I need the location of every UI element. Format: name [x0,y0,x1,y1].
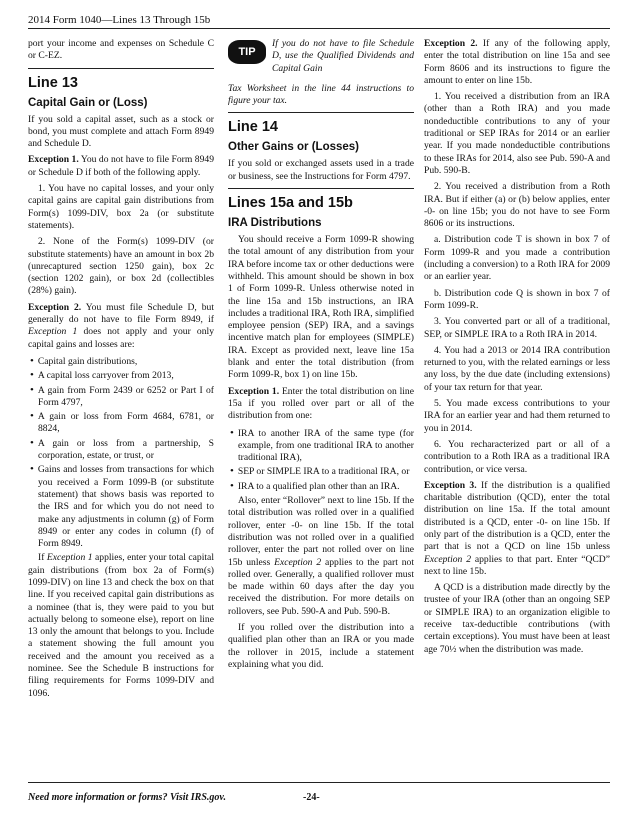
list-item: 5. You made excess contributions to your IRA for an earlier year and had them returned to you in 2014. [424,398,610,434]
bullet-item: • Capital gain distributions, [28,355,214,368]
bullet-item: • IRA to another IRA of the same type (for example, from one traditional IRA to another traditional IRA), [228,427,414,465]
paragraph: If you sold a capital asset, such as a stock or bond, you must complete and attach Form 8949 and Schedule D. [28,113,214,150]
paragraph: If Exception 1 applies, enter your total capital gain distributions (from box 2a of Form(s) 1099-DIV) on line 13 and check the box on that line. If you received capital gain distributions as a nominee (that is, they were paid to you but actually belong to someone else), report on line 13 only the amount that belongs to you. Include a statement showing the full amount you received and the amount you received as a nominee. See the Schedule B instructions for filing requirements for Forms 1099-DIV and 1096. [28,552,214,699]
line-15-subtitle: IRA Distributions [228,217,322,230]
paragraph: Also, enter “Rollover” next to line 15b. If the total distribution was rolled over in a qualified rollover, enter -0- on line 15b. If the total distribution was not rolled over in a qualified rollover, enter the part not rolled over on line 15b unless Exception 2 applies to the part not rolled over. Generally, a qualified rollover must be made within 60 days after the day you received the distribution. For more details on rollovers, see Pub. 590-A and Pub. 590-B. [228,495,414,617]
list-item: 2. You received a distribution from a Roth IRA. But if either (a) or (b) below applies, enter -0- on line 15b; you do not have to see Form 8606 or its instructions. [424,181,610,230]
paragraph: If you sold or exchanged assets used in a trade or business, see the Instructions for Form 4797. [228,158,414,182]
bullet-item: • A gain from Form 2439 or 6252 or Part I of Form 4797, [28,384,214,410]
rollover-bullet-list [228,427,414,493]
exception-1-paragraph: Exception 1. Enter the total distribution on line 15a if you rolled over part or all of the distribution from one: [228,385,414,422]
exception-label: Exception 1. [228,385,280,397]
list-item: 6. You recharacterized part or all of a contribution to a Roth IRA as a traditional IRA contribution, or vice versa. [424,438,610,475]
section-rule [228,112,414,113]
line-13-subtitle: Capital Gain or (Loss) [28,96,148,109]
line-14-title: Line 14 [228,119,278,136]
paragraph: port your income and expenses on Schedule C or C-EZ. [28,38,214,62]
header-rule [28,28,610,29]
section-rule [228,188,414,189]
page-number: -24- [303,792,320,803]
list-item: b. Distribution code Q is shown in box 7 of Form 1099-R. [424,287,610,311]
running-head: 2014 Form 1040—Lines 13 Through 15b [28,14,211,26]
exception-label: Exception 1. [28,154,79,166]
tip-text: If you do not have to file Schedule D, use the Qualified Dividends and Capital Gain [272,38,414,74]
line-15-title: Lines 15a and 15b [228,195,353,212]
footer-link-text: Need more information or forms? Visit IRS.gov. [28,792,226,803]
bullet-item: • A gain or loss from a partnership, S corporation, estate, or trust, or [28,437,214,463]
paragraph: If you rolled over the distribution into a qualified plan other than an IRA or you made the rollover in 2015, include a statement explaining what you did. [228,621,414,670]
exception-label: Exception 3. [424,479,477,491]
line-13-title: Line 13 [28,74,78,91]
bullet-item: • A capital loss carryover from 2013, [28,369,214,382]
bullet-item: • IRA to a qualified plan other than an IRA. [228,480,414,493]
paragraph: You should receive a Form 1099-R showing the total amount of any distribution from your IRA before income tax or other deductions were withheld. This amount should be shown in box 1 of Form 1099-R. Unless otherwise noted in the line 15a and 15b instructions, an IRA includes a traditional IRA, Roth IRA, simplified employee pension (SEP) IRA, and a savings incentive match plan for employees (SIMPLE) IRA. Except as provided next, leave line 15a blank and enter the total distribution (from Form 1099-R, box 1) on line 15b. [228,234,414,381]
footer-rule [28,782,610,783]
list-item: 2. None of the Form(s) 1099-DIV (or substitute statements) have an amount in box 2b (unrecaptured section 1250 gain), box 2c (section 1202 gain), or box 2d (collectibles (28%) gain). [28,236,214,297]
line-14-subtitle: Other Gains or (Losses) [228,141,360,154]
tip-box [228,38,414,75]
column-2 [228,38,414,675]
column-3 [424,38,610,660]
exception-label: Exception 2. [28,301,82,313]
section-rule [28,68,214,69]
paragraph: A QCD is a distribution made directly by the trustee of your IRA (other than an ongoing SEP or SIMPLE IRA) to an organization eligible to receive tax-deductible contributions (with certain exceptions). You must have been at least age 70½ when the distribution was made. [424,582,610,655]
column-1 [28,38,214,704]
exception-2-paragraph: Exception 2. You must file Schedule D, but generally do not have to file Form 8949, if Exception 1 does not apply and your only capital gains and losses are: [28,301,214,350]
list-item: 1. You have no capital losses, and your only capital gains are capital gain distributions from Form(s) 1099-DIV, box 2a (or substitute statements). [28,183,214,231]
exception-3-paragraph: Exception 3. If the distribution is a qualified charitable distribution (QCD), enter the total distribution on line 15a. If the total amount distributed is a QCD, enter -0- on line 15b. If only part of the distribution is a QCD, enter the part that is not a QCD on line 15b unless Exception 2 applies to that part. Enter “QCD” next to line 15b. [424,479,611,577]
bullet-item: • Gains and losses from transactions for which you received a Form 1099-B (or substitute statement) that shows basis was reported to the IRS and for which you do not need to make any adjustments in column (g) of Form 8949 or enter any codes in column (f) of Form 8949. [28,463,214,550]
list-item: 3. You converted part or all of a traditional, SEP, or SIMPLE IRA to a Roth IRA in 2014. [424,316,610,340]
bullet-item: • SEP or SIMPLE IRA to a traditional IRA, or [228,465,414,478]
tip-text-continued: Tax Worksheet in the line 44 instructions to figure your tax. [228,82,414,107]
list-item: a. Distribution code T is shown in box 7 of Form 1099-R and you made a contribution (including a conversion) to a Roth IRA for 2009 or an earlier year. [424,234,610,283]
tip-icon: TIP [228,40,266,64]
exception-2-paragraph: Exception 2. If any of the following apply, enter the total distribution on line 15a and see Form 8606 and its instructions to figure the amount to enter on line 15b. [424,38,610,86]
exception-label: Exception 2. [424,38,478,49]
list-item: 1. You received a distribution from an IRA (other than a Roth IRA) and you made nondeductible contributions to any of your traditional or SEP IRAs for 2014 or an earlier year. If you made nondeductible contributions to these IRAs for 2014, also see Pub. 590-A and Pub. 590-B. [424,91,610,176]
list-item: 4. You had a 2013 or 2014 IRA contribution returned to you, with the related earnings or less any loss, by the due date (including extensions) of your tax return for that year. [424,344,610,393]
exception-1-paragraph: Exception 1. You do not have to file Form 8949 or Schedule D if both of the following apply. [28,154,214,178]
bullet-item: • A gain or loss from Form 4684, 6781, or 8824, [28,410,214,436]
capital-gains-bullet-list [28,355,214,550]
